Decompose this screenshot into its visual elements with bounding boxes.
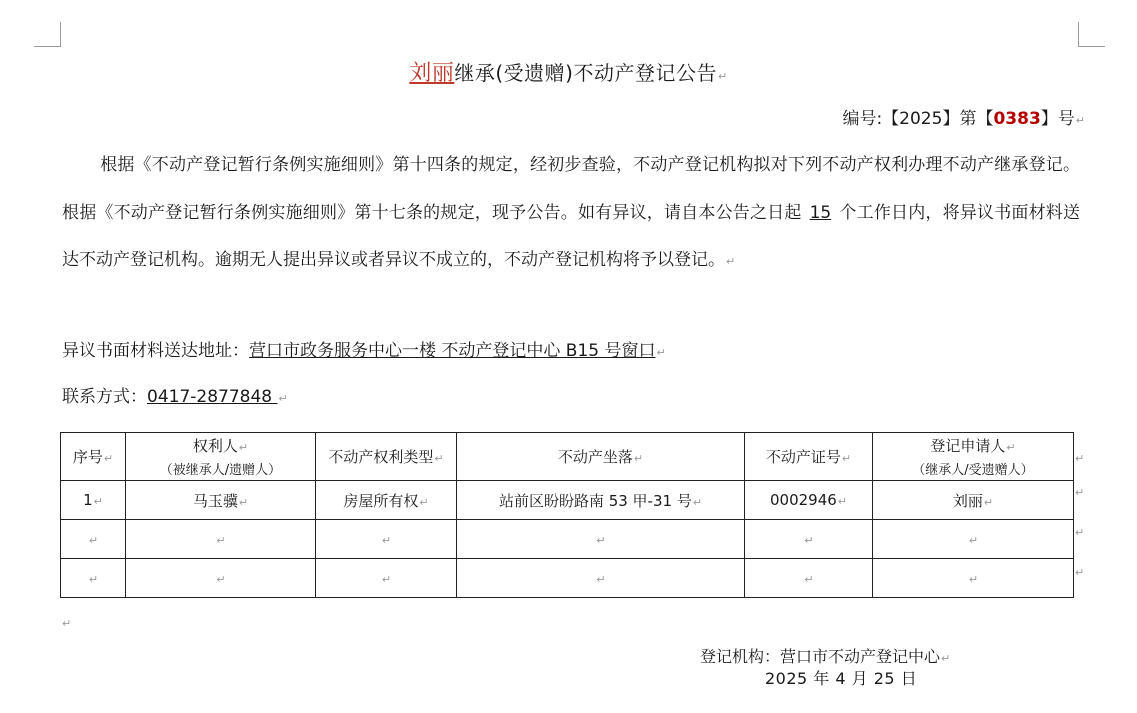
table-cell: ↵ [61,520,126,559]
page-corner-top-left [34,22,61,47]
row-end-mark-icon: ↵ [1075,486,1085,499]
authority-text: 登记机构：营口市不动产登记中心 [700,647,941,666]
registration-table [60,432,1074,598]
table-cell: 0002946↵ [745,481,873,520]
header-cell: 登记申请人↵ （继承人/受遗赠人） [873,433,1074,481]
table-cell: 刘丽↵ [873,481,1074,520]
header-cell: 不动产证号↵ [745,433,873,481]
paragraph-mark-icon: ↵ [62,617,72,630]
address-label: 异议书面材料送达地址： [62,341,249,361]
paragraph-mark-icon: ↵ [726,255,736,268]
row-end-mark-icon: ↵ [1075,452,1085,465]
address-value: 营口市政务服务中心一楼 不动产登记中心 B15 号窗口 [249,341,656,361]
table-cell: ↵ [873,520,1074,559]
notice-date: 2025 年 4 月 25 日 [765,669,918,688]
table-cell: ↵ [61,559,126,598]
notice-body [62,142,1080,286]
table-cell: ↵ [316,559,457,598]
contact-label: 联系方式： [62,387,147,407]
header-cell: 不动产坐落↵ [457,433,745,481]
objection-days: 15 [809,202,832,223]
registration-authority [700,644,950,667]
header-cell: 不动产权利类型↵ [316,433,457,481]
title-text: 继承(受遗赠)不动产登记公告 [454,61,717,85]
paragraph-mark-icon: ↵ [656,346,666,359]
table-cell: ↵ [457,559,745,598]
title-name: 刘丽 [409,61,455,86]
number-value: 0383 [993,109,1041,129]
row-end-mark-icon: ↵ [1075,566,1085,579]
table-row [61,559,1074,598]
table-cell: ↵ [316,520,457,559]
table-cell: 1↵ [61,481,126,520]
notice-number [842,104,1085,129]
notice-title [0,56,1137,87]
table-cell: ↵ [457,520,745,559]
objection-address [62,336,666,361]
number-suffix: 】号 [1040,109,1075,129]
paragraph-mark-icon: ↵ [941,652,951,665]
table-row [61,520,1074,559]
contact-info [62,382,288,407]
table-cell: 房屋所有权↵ [316,481,457,520]
body-part2: 个工作日内，将异议书面材料送达不动产登记机构。逾期无人提出异议或者异议不成立的，不动产登记机构将予以登记。 [62,202,1081,270]
table-header-row [61,433,1074,481]
number-prefix: 编号:【2025】第【 [842,109,994,129]
paragraph-mark-icon: ↵ [717,70,728,83]
header-cell: 权利人↵ （被继承人/遗赠人） [126,433,316,481]
paragraph-mark-icon: ↵ [1075,114,1085,127]
table-cell: 站前区盼盼路南 53 甲-31 号↵ [457,481,745,520]
table-cell: ↵ [873,559,1074,598]
contact-phone: 0417-2877848 [147,387,278,407]
table-cell: ↵ [745,520,873,559]
header-cell: 序号↵ [61,433,126,481]
row-end-mark-icon: ↵ [1075,526,1085,539]
table-cell: 马玉骥↵ [126,481,316,520]
table-cell: ↵ [745,559,873,598]
table-row [61,481,1074,520]
page-corner-top-right [1078,22,1105,47]
table-cell: ↵ [126,520,316,559]
paragraph-mark-icon: ↵ [278,392,288,405]
table-cell: ↵ [126,559,316,598]
body-part1: 根据《不动产登记暂行条例实施细则》第十四条的规定，经初步查验，不动产登记机构拟对下列不动产权利办理不动产继承登记。根据《不动产登记暂行条例实施细则》第十七条的规定，现予公告。如有异议，请自本公告之日起 [62,155,1080,223]
